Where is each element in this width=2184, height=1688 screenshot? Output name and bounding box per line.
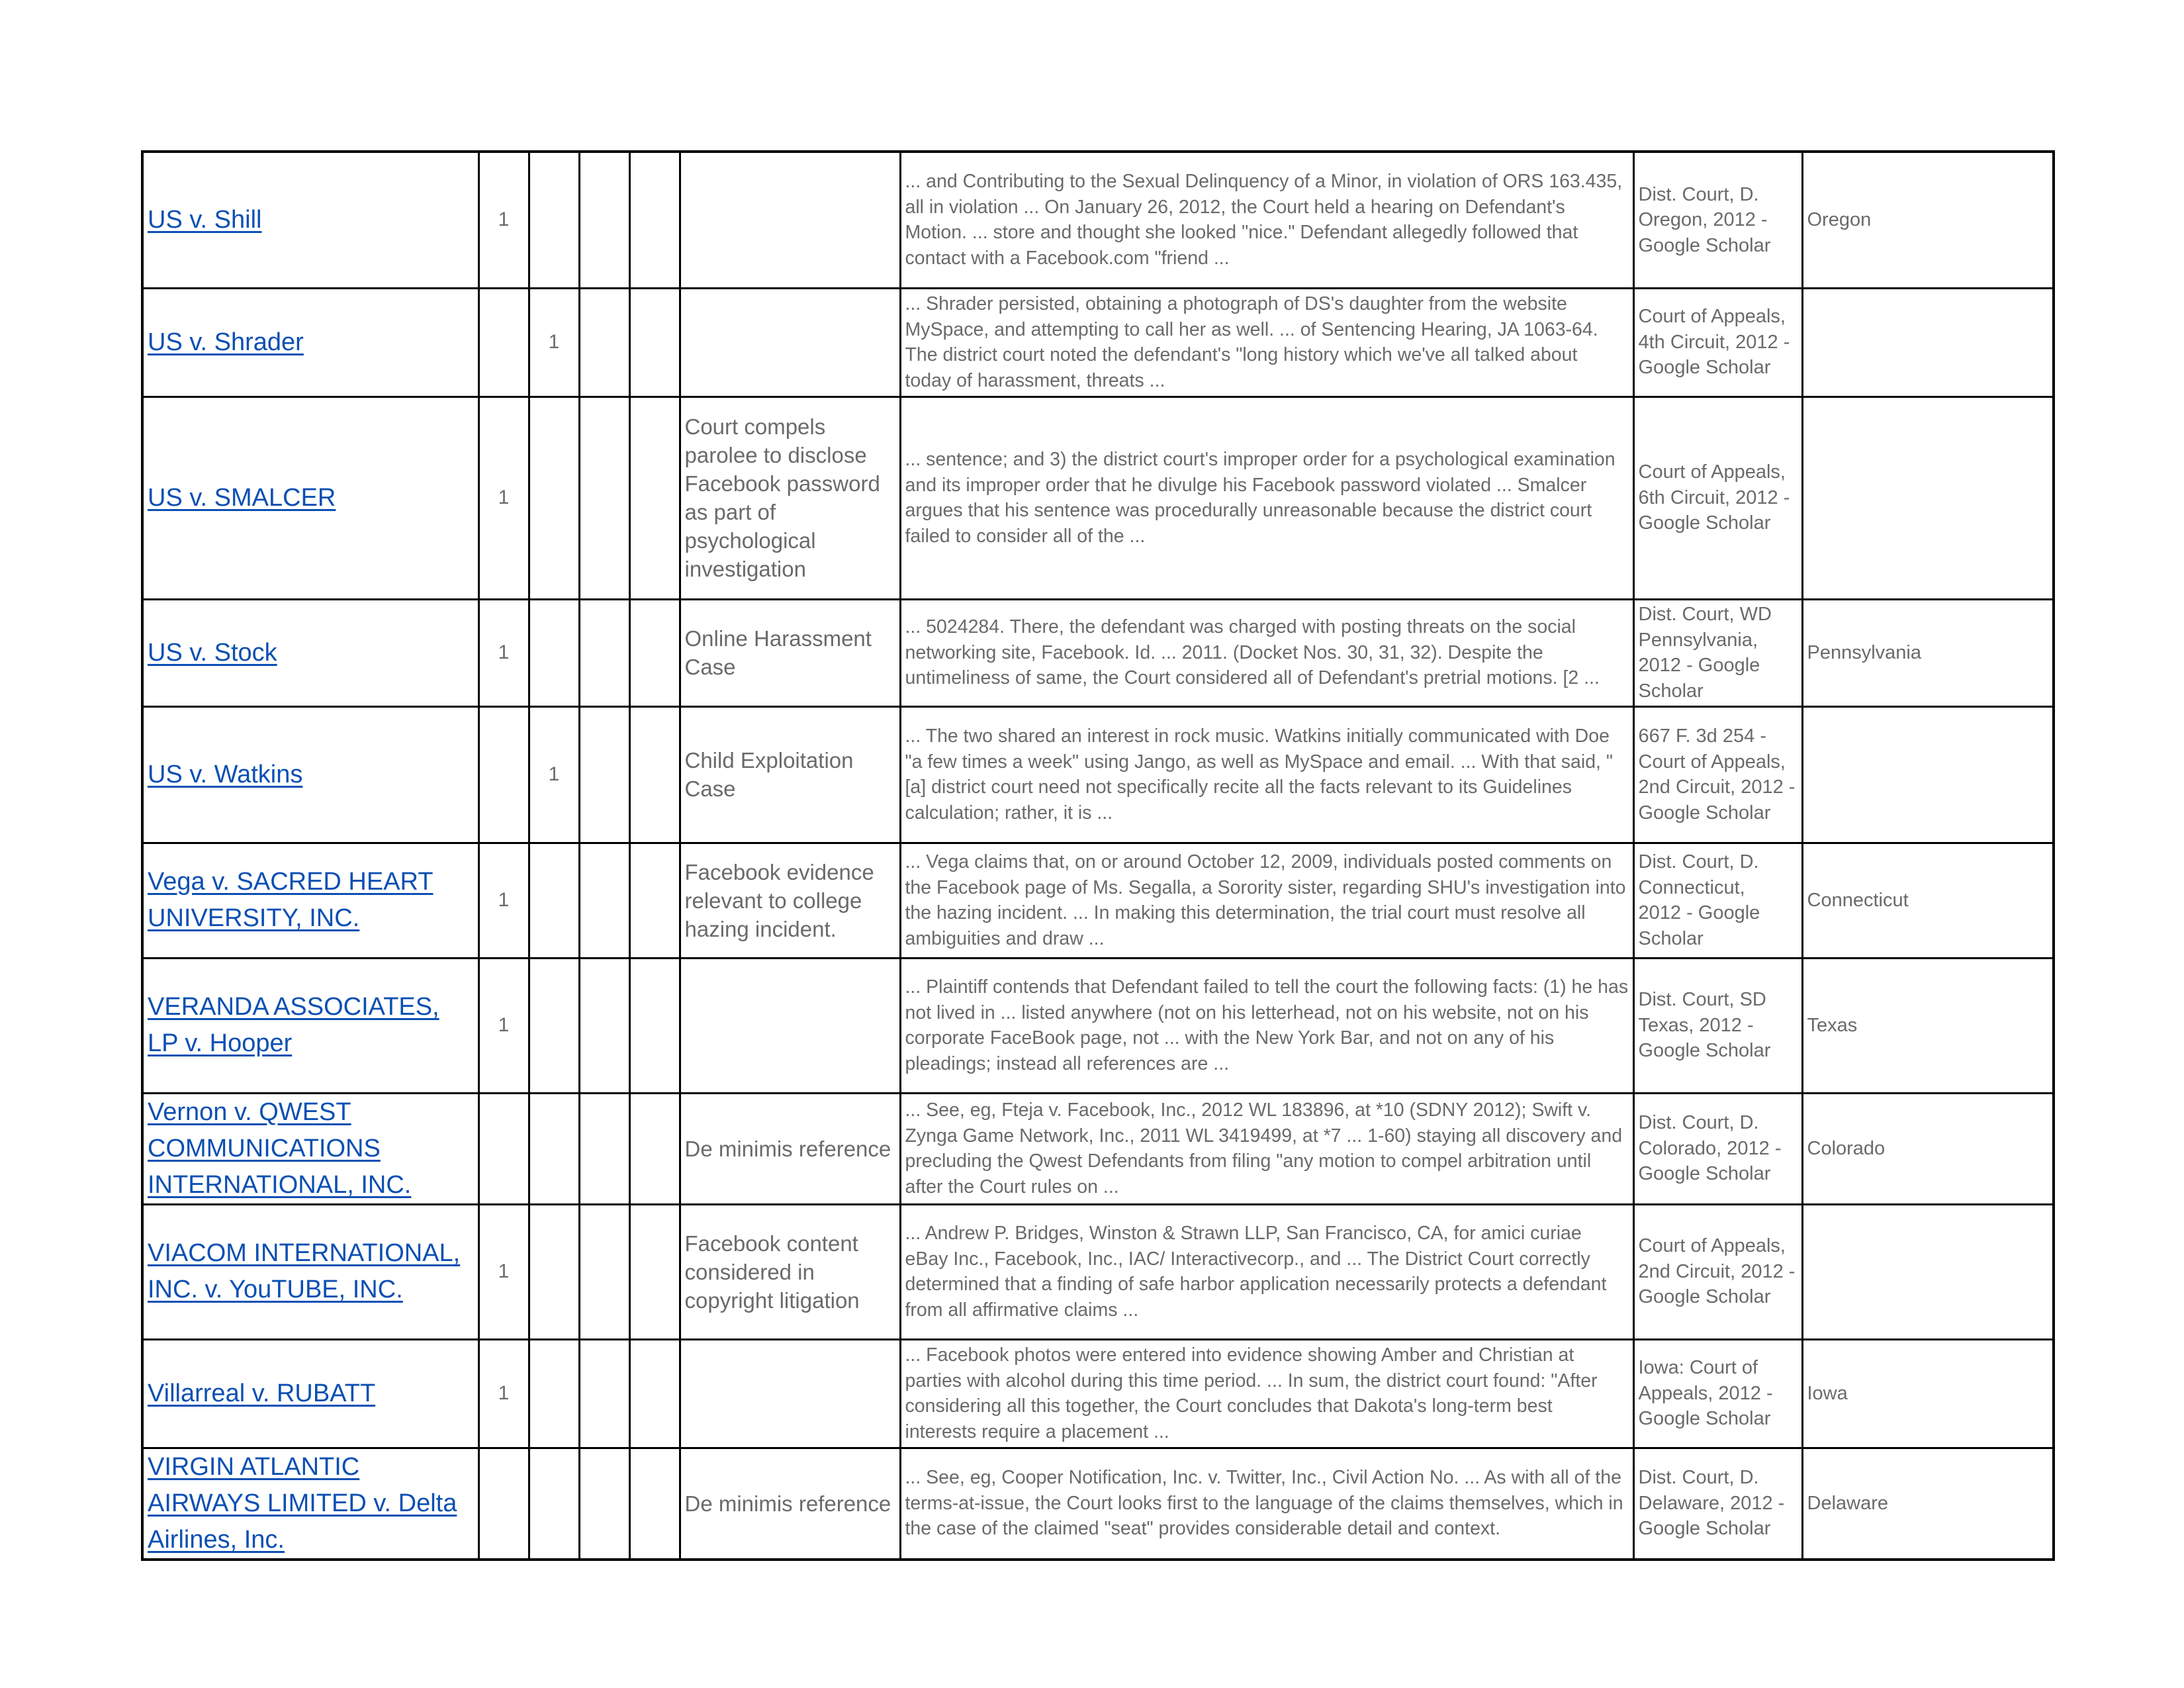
flag-cell-2 [529,1093,579,1204]
flag-cell-3 [579,599,629,706]
flag-cell-4 [629,1204,680,1339]
flag-cell-3 [579,706,629,843]
note-cell [680,958,900,1093]
court-cell: Dist. Court, D. Connecticut, 2012 - Google Scholar [1633,843,1802,958]
snippet-cell: ... 5024284. There, the defendant was charged with posting threats on the social networking site, Facebook. Id. ... 2011. (Docket Nos. 30, 31, 32). Despite the untimeliness of same, the Court considered all of Defendant's pretrial motions. [2 ... [900,599,1633,706]
case-link[interactable]: US v. Shill [148,205,262,234]
note-cell [680,1339,900,1448]
flag-cell-2 [529,843,579,958]
note-cell: Facebook content considered in copyright litigation [680,1204,900,1339]
flag-cell-2 [529,1204,579,1339]
table-row [142,288,2054,397]
snippet-cell: ... See, eg, Cooper Notification, Inc. v. Twitter, Inc., Civil Action No. ... As with all of the terms-at-issue, the Court looks first to the language of the claims themselves, which in the case of the claimed "seat" provides considerable detail and context. [900,1448,1633,1560]
table-row [142,152,2054,288]
court-cell: Court of Appeals, 4th Circuit, 2012 - Google Scholar [1633,288,1802,397]
case-name-cell [142,288,478,397]
case-name-cell [142,843,478,958]
note-cell: Online Harassment Case [680,599,900,706]
case-link[interactable]: US v. Stock [148,638,277,667]
table-row [142,1204,2054,1339]
case-link[interactable]: US v. Shrader [148,328,304,356]
flag-cell-3 [579,1448,629,1560]
state-cell: Iowa [1802,1339,2054,1448]
case-name-cell [142,706,478,843]
note-cell: Child Exploitation Case [680,706,900,843]
case-link[interactable]: US v. Watkins [148,760,303,788]
case-name-cell [142,1339,478,1448]
flag-cell-3 [579,1339,629,1448]
case-link[interactable]: US v. SMALCER [148,483,336,512]
flag-cell-2 [529,152,579,288]
flag-cell-3 [579,397,629,599]
state-cell [1802,397,2054,599]
note-cell [680,288,900,397]
flag-cell-4 [629,706,680,843]
table-row [142,1339,2054,1448]
note-cell: De minimis reference [680,1448,900,1560]
snippet-cell: ... Facebook photos were entered into evidence showing Amber and Christian at parties with alcohol during this time period. ... In sum, the district court found: "After considering all this together, the Court concludes that Dakota's long-term best interests require a placement ... [900,1339,1633,1448]
case-link[interactable]: VIRGIN ATLANTIC AIRWAYS LIMITED v. Delta Airlines, Inc. [148,1452,457,1554]
snippet-cell: ... Vega claims that, on or around October 12, 2009, individuals posted comments on the Facebook page of Ms. Segalla, a Sorority sister, regarding SHU's investigation into the hazing incident. ... In making this determination, the trial court must resolve all ambiguities and draw ... [900,843,1633,958]
flag-cell-3 [579,958,629,1093]
flag-cell-4 [629,599,680,706]
flag-cell-4 [629,152,680,288]
state-cell: Delaware [1802,1448,2054,1560]
note-cell [680,152,900,288]
court-cell: 667 F. 3d 254 - Court of Appeals, 2nd Circuit, 2012 - Google Scholar [1633,706,1802,843]
state-cell: Connecticut [1802,843,2054,958]
note-cell: Facebook evidence relevant to college hazing incident. [680,843,900,958]
case-name-cell [142,1448,478,1560]
flag-cell-1 [478,288,529,397]
flag-cell-3 [579,1204,629,1339]
court-cell: Dist. Court, WD Pennsylvania, 2012 - Google Scholar [1633,599,1802,706]
flag-cell-1: 1 [478,958,529,1093]
table-row [142,397,2054,599]
table-row [142,1093,2054,1204]
state-cell: Texas [1802,958,2054,1093]
flag-cell-2: 1 [529,288,579,397]
table-row [142,1448,2054,1560]
table-row [142,599,2054,706]
snippet-cell: ... sentence; and 3) the district court's improper order for a psychological examination and its improper order that he divulge his Facebook password violated ... Smalcer argues that his sentence was procedurally unreasonable because the district court failed to consider all of the ... [900,397,1633,599]
table-row [142,843,2054,958]
case-link[interactable]: VERANDA ASSOCIATES, LP v. Hooper [148,993,439,1057]
table-row [142,706,2054,843]
flag-cell-4 [629,288,680,397]
court-cell: Court of Appeals, 2nd Circuit, 2012 - Google Scholar [1633,1204,1802,1339]
snippet-cell: ... Shrader persisted, obtaining a photograph of DS's daughter from the website MySpace, and attempting to call her as well. ... of Sentencing Hearing, JA 1063-64. The district court noted the defendant's "long history which we've all talked about today of harassment, threats ... [900,288,1633,397]
flag-cell-1: 1 [478,152,529,288]
flag-cell-4 [629,958,680,1093]
state-cell [1802,706,2054,843]
flag-cell-3 [579,288,629,397]
flag-cell-2 [529,599,579,706]
flag-cell-4 [629,397,680,599]
flag-cell-3 [579,843,629,958]
case-name-cell [142,958,478,1093]
case-law-table [141,150,2055,1561]
snippet-cell: ... Plaintiff contends that Defendant failed to tell the court the following facts: (1) he has not lived in ... listed anywhere (not on his letterhead, not on his website, not on his corporate FaceBook page, not ... with the New York Bar, and not on any of his pleadings; instead all references are ... [900,958,1633,1093]
state-cell: Oregon [1802,152,2054,288]
court-cell: Dist. Court, SD Texas, 2012 - Google Scholar [1633,958,1802,1093]
snippet-cell: ... Andrew P. Bridges, Winston & Strawn LLP, San Francisco, CA, for amici curiae eBay Inc., Facebook, Inc., IAC/ Interactivecorp., and ... The District Court correctly determined that a finding of safe harbor application necessarily protects a defendant from all affirmative claims ... [900,1204,1633,1339]
court-cell: Dist. Court, D. Colorado, 2012 - Google Scholar [1633,1093,1802,1204]
flag-cell-1: 1 [478,1204,529,1339]
flag-cell-2 [529,397,579,599]
snippet-cell: ... See, eg, Fteja v. Facebook, Inc., 2012 WL 183896, at *10 (SDNY 2012); Swift v. Zynga Game Network, Inc., 2011 WL 3419499, at *7 ... 1-60) staying all discovery and precluding the Qwest Defendants from filing "any motion to compel arbitration until after the Court rules on ... [900,1093,1633,1204]
case-link[interactable]: Vega v. SACRED HEART UNIVERSITY, INC. [148,868,433,932]
flag-cell-1: 1 [478,397,529,599]
note-cell: De minimis reference [680,1093,900,1204]
table-row [142,958,2054,1093]
flag-cell-1 [478,1093,529,1204]
case-name-cell [142,1093,478,1204]
case-name-cell [142,152,478,288]
case-name-cell [142,599,478,706]
flag-cell-2 [529,1339,579,1448]
flag-cell-4 [629,1093,680,1204]
flag-cell-1: 1 [478,843,529,958]
court-cell: Dist. Court, D. Delaware, 2012 - Google Scholar [1633,1448,1802,1560]
case-link[interactable]: VIACOM INTERNATIONAL, INC. v. YouTUBE, INC. [148,1239,461,1303]
case-link[interactable]: Vernon v. QWEST COMMUNICATIONS INTERNATIONAL, INC. [148,1098,412,1199]
note-cell: Court compels parolee to disclose Facebook password as part of psychological investigation [680,397,900,599]
state-cell: Colorado [1802,1093,2054,1204]
court-cell: Dist. Court, D. Oregon, 2012 - Google Scholar [1633,152,1802,288]
flag-cell-1 [478,706,529,843]
case-name-cell [142,397,478,599]
case-link[interactable]: Villarreal v. RUBATT [148,1379,376,1407]
court-cell: Iowa: Court of Appeals, 2012 - Google Scholar [1633,1339,1802,1448]
state-cell [1802,1204,2054,1339]
case-name-cell [142,1204,478,1339]
flag-cell-4 [629,1448,680,1560]
flag-cell-4 [629,1339,680,1448]
flag-cell-2: 1 [529,706,579,843]
flag-cell-2 [529,958,579,1093]
snippet-cell: ... and Contributing to the Sexual Delinquency of a Minor, in violation of ORS 163.435, all in violation ... On January 26, 2012, the Court held a hearing on Defendant's Motion. ... store and thought she looked "nice." Defendant allegedly followed that contact with a Facebook.com "friend ... [900,152,1633,288]
court-cell: Court of Appeals, 6th Circuit, 2012 - Google Scholar [1633,397,1802,599]
flag-cell-1 [478,1448,529,1560]
snippet-cell: ... The two shared an interest in rock music. Watkins initially communicated with Doe "a few times a week" using Jango, as well as MySpace and email. ... With that said, "[a] district court need not specifically recite all the facts relevant to its Guidelines calculation; rather, it is ... [900,706,1633,843]
state-cell [1802,288,2054,397]
flag-cell-1: 1 [478,599,529,706]
flag-cell-3 [579,1093,629,1204]
flag-cell-2 [529,1448,579,1560]
state-cell: Pennsylvania [1802,599,2054,706]
flag-cell-4 [629,843,680,958]
flag-cell-3 [579,152,629,288]
flag-cell-1: 1 [478,1339,529,1448]
